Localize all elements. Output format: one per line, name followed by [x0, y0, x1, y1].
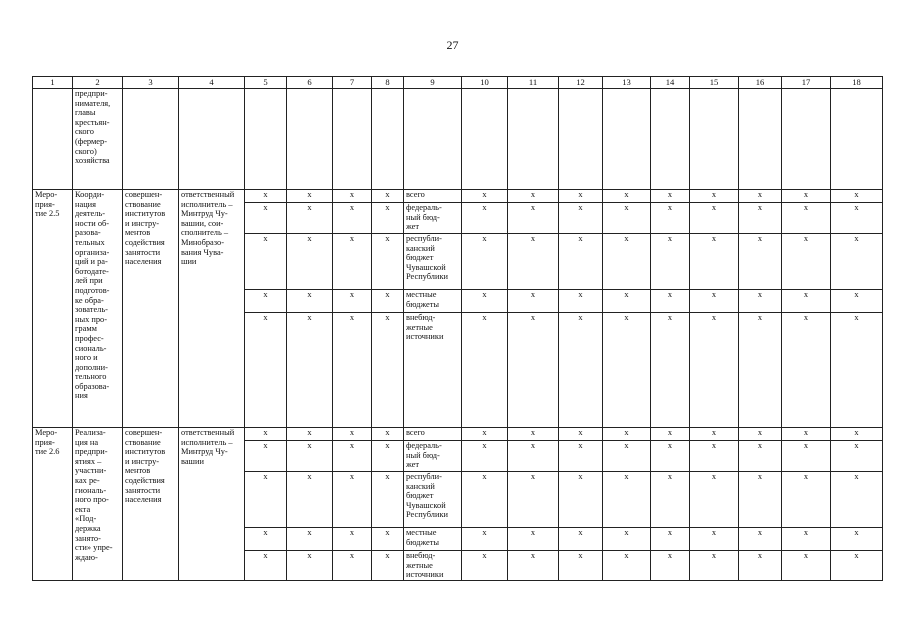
column-header-5: 5 [245, 77, 287, 89]
x-mark: x [603, 234, 651, 290]
column-header-14: 14 [651, 77, 690, 89]
x-mark: x [782, 441, 831, 472]
x-mark: x [651, 190, 690, 203]
column-header-2: 2 [73, 77, 123, 89]
x-mark: x [782, 190, 831, 203]
column-header-6: 6 [287, 77, 333, 89]
x-mark: x [287, 428, 333, 441]
x-mark: x [287, 441, 333, 472]
x-mark: x [739, 313, 782, 428]
x-mark: x [651, 441, 690, 472]
x-mark: x [559, 551, 603, 581]
x-mark: x [508, 190, 559, 203]
x-mark: x [603, 313, 651, 428]
x-mark: x [245, 290, 287, 313]
x-mark: x [831, 190, 883, 203]
x-mark: x [739, 234, 782, 290]
column-header-18: 18 [831, 77, 883, 89]
x-mark: x [831, 472, 883, 528]
empty-cell [333, 89, 372, 190]
column-header-16: 16 [739, 77, 782, 89]
column-header-15: 15 [690, 77, 739, 89]
x-mark: x [651, 313, 690, 428]
x-mark: x [559, 313, 603, 428]
measure-goal: совершен- ствование институтов и инстру- ментов содействия занятости населения [123, 428, 179, 581]
x-mark: x [559, 234, 603, 290]
x-mark: x [508, 203, 559, 234]
budget-table [32, 76, 883, 581]
x-mark: x [831, 290, 883, 313]
x-mark: x [508, 472, 559, 528]
x-mark: x [690, 313, 739, 428]
column-header-1: 1 [33, 77, 73, 89]
x-mark: x [651, 234, 690, 290]
measure-name: Реализа- ция на предпри- ятиях – участни- ках ре- гиональ- ного про- екта «Под- держка занято- сти» упре- ждаю- [73, 428, 123, 581]
header-row [33, 77, 883, 89]
x-mark: x [508, 313, 559, 428]
x-mark: x [690, 428, 739, 441]
empty-cell [123, 89, 179, 190]
funding-source: республи- канский бюджет Чувашской Республики [404, 472, 462, 528]
x-mark: x [508, 441, 559, 472]
x-mark: x [462, 441, 508, 472]
x-mark: x [782, 313, 831, 428]
x-mark: x [651, 472, 690, 528]
x-mark: x [508, 528, 559, 551]
x-mark: x [690, 190, 739, 203]
x-mark: x [462, 290, 508, 313]
x-mark: x [333, 290, 372, 313]
column-header-10: 10 [462, 77, 508, 89]
x-mark: x [287, 203, 333, 234]
x-mark: x [603, 472, 651, 528]
x-mark: x [603, 441, 651, 472]
x-mark: x [245, 441, 287, 472]
x-mark: x [372, 551, 404, 581]
x-mark: x [690, 290, 739, 313]
x-mark: x [782, 428, 831, 441]
x-mark: x [462, 190, 508, 203]
x-mark: x [462, 528, 508, 551]
empty-cell [651, 89, 690, 190]
x-mark: x [651, 428, 690, 441]
empty-cell [404, 89, 462, 190]
x-mark: x [245, 551, 287, 581]
column-header-13: 13 [603, 77, 651, 89]
empty-cell [372, 89, 404, 190]
x-mark: x [782, 203, 831, 234]
funding-source: внебюд- жетные источники [404, 313, 462, 428]
funding-source: всего [404, 190, 462, 203]
x-mark: x [831, 203, 883, 234]
measure-row [33, 190, 883, 203]
x-mark: x [245, 313, 287, 428]
funding-source: федераль- ный бюд- жет [404, 441, 462, 472]
empty-cell [508, 89, 559, 190]
x-mark: x [372, 313, 404, 428]
x-mark: x [372, 234, 404, 290]
column-header-4: 4 [179, 77, 245, 89]
x-mark: x [245, 190, 287, 203]
x-mark: x [287, 234, 333, 290]
empty-cell [462, 89, 508, 190]
x-mark: x [782, 290, 831, 313]
x-mark: x [462, 203, 508, 234]
x-mark: x [245, 203, 287, 234]
x-mark: x [651, 528, 690, 551]
funding-source: местные бюджеты [404, 290, 462, 313]
empty-cell [739, 89, 782, 190]
x-mark: x [462, 313, 508, 428]
x-mark: x [782, 551, 831, 581]
x-mark: x [739, 428, 782, 441]
x-mark: x [690, 528, 739, 551]
x-mark: x [651, 290, 690, 313]
empty-cell [287, 89, 333, 190]
x-mark: x [287, 551, 333, 581]
funding-source: внебюд- жетные источники [404, 551, 462, 581]
measure-row [33, 428, 883, 441]
x-mark: x [739, 472, 782, 528]
x-mark: x [831, 428, 883, 441]
x-mark: x [333, 190, 372, 203]
empty-cell [559, 89, 603, 190]
x-mark: x [287, 313, 333, 428]
x-mark: x [333, 472, 372, 528]
measure-id: Меро- прия- тие 2.5 [33, 190, 73, 428]
measure-executor: ответственный исполнитель – Минтруд Чу- вашии, сои- сполнитель – Минобразо- вания Чува- шии [179, 190, 245, 428]
empty-cell [603, 89, 651, 190]
x-mark: x [831, 441, 883, 472]
x-mark: x [559, 190, 603, 203]
x-mark: x [831, 528, 883, 551]
x-mark: x [245, 472, 287, 528]
column-header-3: 3 [123, 77, 179, 89]
funding-source: всего [404, 428, 462, 441]
x-mark: x [690, 203, 739, 234]
x-mark: x [559, 203, 603, 234]
column-header-12: 12 [559, 77, 603, 89]
x-mark: x [559, 428, 603, 441]
x-mark: x [651, 551, 690, 581]
page-number: 27 [446, 38, 459, 52]
x-mark: x [782, 234, 831, 290]
x-mark: x [462, 428, 508, 441]
x-mark: x [603, 290, 651, 313]
x-mark: x [245, 234, 287, 290]
x-mark: x [690, 234, 739, 290]
x-mark: x [462, 234, 508, 290]
x-mark: x [739, 528, 782, 551]
funding-source: местные бюджеты [404, 528, 462, 551]
x-mark: x [782, 472, 831, 528]
x-mark: x [372, 428, 404, 441]
x-mark: x [831, 551, 883, 581]
x-mark: x [739, 290, 782, 313]
empty-cell [33, 89, 73, 190]
x-mark: x [245, 428, 287, 441]
x-mark: x [739, 551, 782, 581]
x-mark: x [603, 428, 651, 441]
x-mark: x [372, 190, 404, 203]
continuation-text: предпри- нимателя, главы крестьян- ского (фермер- ского) хозяйства [73, 89, 123, 190]
x-mark: x [372, 472, 404, 528]
column-header-17: 17 [782, 77, 831, 89]
measure-executor: ответственный исполнитель – Минтруд Чу- вашии [179, 428, 245, 581]
x-mark: x [508, 290, 559, 313]
measure-id: Меро- прия- тие 2.6 [33, 428, 73, 581]
empty-cell [831, 89, 883, 190]
x-mark: x [245, 528, 287, 551]
x-mark: x [831, 313, 883, 428]
x-mark: x [287, 528, 333, 551]
x-mark: x [462, 472, 508, 528]
measure-goal: совершен- ствование институтов и инстру- ментов содействия занятости населения [123, 190, 179, 428]
funding-source: республи- канский бюджет Чувашской Республики [404, 234, 462, 290]
x-mark: x [333, 428, 372, 441]
x-mark: x [372, 290, 404, 313]
x-mark: x [508, 234, 559, 290]
x-mark: x [831, 234, 883, 290]
x-mark: x [690, 551, 739, 581]
empty-cell [690, 89, 739, 190]
x-mark: x [333, 551, 372, 581]
column-header-8: 8 [372, 77, 404, 89]
empty-cell [179, 89, 245, 190]
x-mark: x [372, 441, 404, 472]
column-header-7: 7 [333, 77, 372, 89]
column-header-9: 9 [404, 77, 462, 89]
funding-source: федераль- ный бюд- жет [404, 203, 462, 234]
x-mark: x [782, 528, 831, 551]
x-mark: x [603, 190, 651, 203]
x-mark: x [462, 551, 508, 581]
x-mark: x [372, 528, 404, 551]
x-mark: x [508, 428, 559, 441]
x-mark: x [739, 190, 782, 203]
x-mark: x [372, 203, 404, 234]
x-mark: x [651, 203, 690, 234]
x-mark: x [739, 441, 782, 472]
x-mark: x [603, 528, 651, 551]
x-mark: x [603, 203, 651, 234]
x-mark: x [508, 551, 559, 581]
x-mark: x [739, 203, 782, 234]
x-mark: x [287, 472, 333, 528]
x-mark: x [333, 203, 372, 234]
x-mark: x [287, 290, 333, 313]
measure-name: Коорди- нация деятель- ности об- разова- тельных организа- ций и ра- ботодате- лей при подготов- ке обра- зователь- ных про- грамм профес- сиональ- ного и дополни- тельного образова- ния [73, 190, 123, 428]
x-mark: x [333, 528, 372, 551]
x-mark: x [333, 313, 372, 428]
x-mark: x [559, 472, 603, 528]
x-mark: x [333, 441, 372, 472]
x-mark: x [559, 290, 603, 313]
x-mark: x [690, 441, 739, 472]
x-mark: x [690, 472, 739, 528]
x-mark: x [333, 234, 372, 290]
empty-cell [245, 89, 287, 190]
column-header-11: 11 [508, 77, 559, 89]
x-mark: x [287, 190, 333, 203]
x-mark: x [603, 551, 651, 581]
empty-cell [782, 89, 831, 190]
x-mark: x [559, 528, 603, 551]
continuation-row [33, 89, 883, 190]
x-mark: x [559, 441, 603, 472]
